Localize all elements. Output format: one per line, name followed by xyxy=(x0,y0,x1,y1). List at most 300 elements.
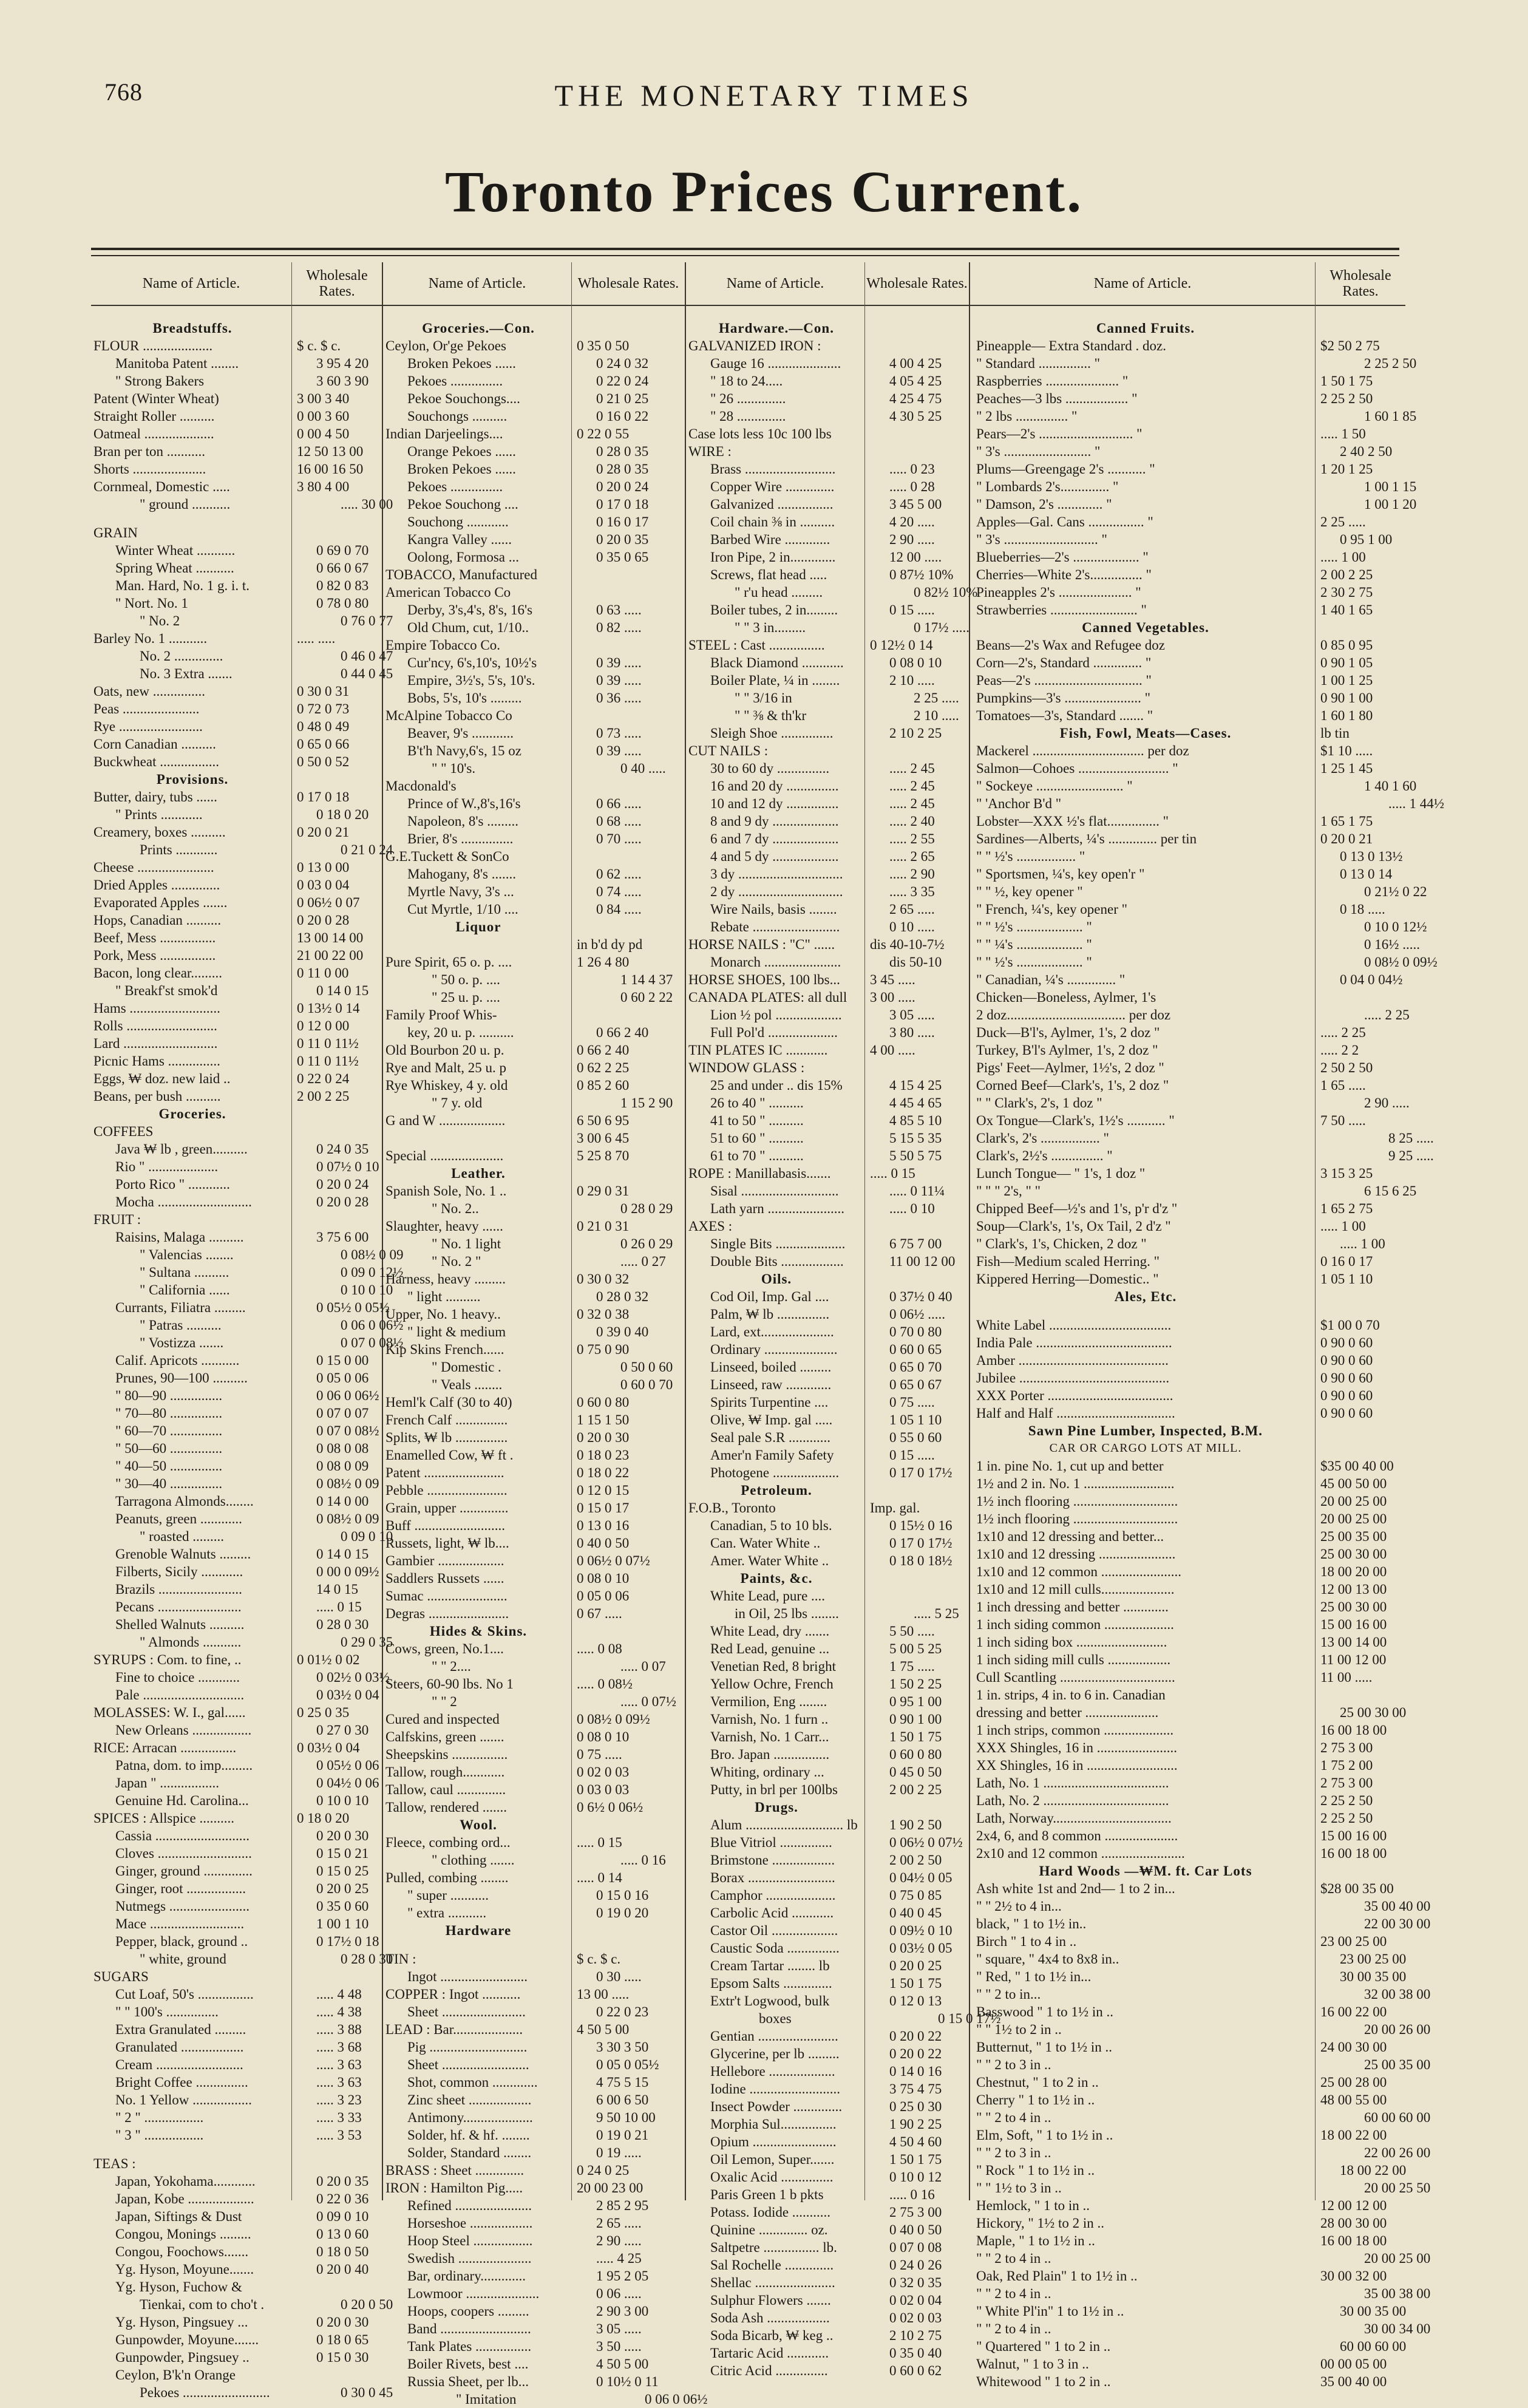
article-name: Gentian ....................... xyxy=(710,2029,838,2044)
article-name: Slaughter, heavy ...... xyxy=(385,1219,503,1234)
wholesale-rate: 0 22 0 24 xyxy=(596,373,649,389)
wholesale-rate: ..... ..... xyxy=(297,631,336,646)
wholesale-rate: 30 00 32 00 xyxy=(1320,2268,1387,2284)
wholesale-rate: 23 00 25 00 xyxy=(1320,1934,1387,1949)
wholesale-rate: ..... 4 48 xyxy=(316,1987,362,2002)
article-name: Tomatoes—3's, Standard ....... " xyxy=(976,708,1153,723)
article-name: Quinine .............. oz. xyxy=(710,2222,828,2237)
wholesale-rate: 0 03½ 0 04 xyxy=(316,1687,379,1702)
article-name: 41 to 50 " .......... xyxy=(710,1113,804,1128)
wholesale-rate: 1 60 1 80 xyxy=(1320,708,1373,723)
article-name: Tallow, rough............ xyxy=(385,1764,505,1780)
article-name: Shellac ....................... xyxy=(710,2275,835,2290)
article-name: Alum ............................ lb xyxy=(710,1817,858,1832)
wholesale-rate: 0 72 0 73 xyxy=(297,701,350,716)
article-name: Rye ........................ xyxy=(93,719,203,734)
article-name: Lath, No. 1 .................................... xyxy=(976,1775,1169,1791)
article-name: LEAD : Bar.................... xyxy=(385,2022,523,2037)
section-heading: Canned Vegetables. xyxy=(1082,620,1209,635)
article-name: Extr't Logwood, bulk xyxy=(710,1993,830,2008)
article-name: Double Bits .................. xyxy=(710,1254,844,1269)
wholesale-rate xyxy=(865,337,969,355)
article-name: Russets, light, ₩ lb.... xyxy=(385,1536,509,1551)
wholesale-rate: 0 06½ ..... xyxy=(889,1307,945,1322)
article-name: Whiting, ordinary ... xyxy=(710,1764,824,1780)
wholesale-rate: $28 00 35 00 xyxy=(1320,1881,1394,1896)
article-name: Barbed Wire ............. xyxy=(710,532,830,547)
wholesale-rate: 0 13½ 0 14 xyxy=(297,1001,360,1016)
spacer xyxy=(383,1939,571,1950)
article-name: " 60—70 ............... xyxy=(115,1423,223,1438)
wholesale-rate: 0 04½ 0 06 xyxy=(316,1775,379,1791)
article-name: " 70—80 ............... xyxy=(115,1406,223,1421)
article-name: Patent (Winter Wheat) xyxy=(93,391,219,406)
wholesale-rate: ..... 3 53 xyxy=(316,2127,362,2143)
wholesale-rate: 0 28 0 30 xyxy=(316,1617,369,1632)
wholesale-rate: 0 18 0 20 xyxy=(297,1811,350,1826)
wholesale-rate: 1 05 1 10 xyxy=(889,1412,942,1427)
wholesale-rate xyxy=(292,1105,382,1123)
article-name: Lard, ext..................... xyxy=(710,1324,834,1339)
wholesale-rate: 0 60 0 70 xyxy=(620,1377,673,1392)
wholesale-rate: 0 73 ..... xyxy=(596,726,642,741)
wholesale-rate xyxy=(572,319,685,337)
wholesale-rate: 0 03½ 0 04 xyxy=(297,1740,360,1755)
wholesale-rate: 0 18 0 23 xyxy=(577,1447,630,1463)
article-name: " " 1½ to 3 in .. xyxy=(976,2180,1062,2195)
wholesale-rate: 0 02 0 03 xyxy=(889,2310,942,2325)
wholesale-rate: 2 40 2 50 xyxy=(1340,444,1393,459)
wholesale-rate: 30 00 34 00 xyxy=(1364,2321,1431,2336)
article-name: " Vostizza ....... xyxy=(140,1335,224,1350)
top-rule-thin xyxy=(91,255,1399,256)
wholesale-rate: 1 05 1 10 xyxy=(1320,1271,1373,1287)
names-column-2 xyxy=(383,262,571,2407)
article-name: Pears—2's ........................... " xyxy=(976,426,1143,441)
wholesale-rate: 4 00 ..... xyxy=(870,1042,915,1058)
article-name: Amer'n Family Safety xyxy=(710,1447,834,1463)
section-heading: Liquor xyxy=(455,919,501,934)
wholesale-rate: ..... 0 08½ xyxy=(577,1676,633,1692)
wholesale-rate: 0 03 0 04 xyxy=(297,877,350,893)
article-name: Broken Pekoes ...... xyxy=(407,461,516,477)
article-name: " 30—40 ............... xyxy=(115,1476,223,1491)
wholesale-rate: 3 45 ..... xyxy=(870,972,915,987)
wholesale-rate: 0 10 ..... xyxy=(889,919,935,934)
rates-column-header: Wholesale Rates. xyxy=(1316,262,1405,306)
wholesale-rate: 0 90 0 60 xyxy=(1320,1335,1373,1350)
wholesale-rate: 5 50 ..... xyxy=(889,1624,935,1639)
article-name: Sheepskins ................ xyxy=(385,1747,508,1762)
wholesale-rate: 4 75 5 15 xyxy=(596,2075,649,2090)
wholesale-rate: 0 22 0 55 xyxy=(577,426,630,441)
spacer xyxy=(970,1305,1315,1316)
wholesale-rate: 35 00 40 00 xyxy=(1320,2374,1387,2389)
article-name: Straight Roller .......... xyxy=(93,409,215,424)
article-name: Sal Rochelle .............. xyxy=(710,2257,834,2273)
wholesale-rate: 0 08½ 0 09 xyxy=(316,1511,379,1526)
article-name: " " ⅜ & th'kr xyxy=(735,708,807,723)
article-name: key, 20 u. p. .......... xyxy=(407,1025,514,1040)
article-name: Hellebore ................... xyxy=(710,2064,835,2079)
wholesale-rate xyxy=(572,636,685,654)
wholesale-rate: 48 00 55 00 xyxy=(1320,2092,1387,2107)
section-heading: Hard Woods —₩M. ft. Car Lots xyxy=(1039,1863,1252,1879)
article-name: Kippered Herring—Domestic.. " xyxy=(976,1271,1159,1287)
wholesale-rate: 0 15 ..... xyxy=(889,602,935,617)
wholesale-rate: ..... 2 90 xyxy=(889,866,935,882)
article-name: Boiler tubes, 2 in......... xyxy=(710,602,838,617)
article-name: Basswood " 1 to 1½ in .. xyxy=(976,2004,1113,2019)
article-name: Ox Tongue—Clark's, 1½'s ........... " xyxy=(976,1113,1175,1128)
wholesale-rate: 5 25 8 70 xyxy=(577,1148,630,1163)
article-name: Sheet ......................... xyxy=(407,2057,529,2072)
article-name: Varnish, No. 1 furn .. xyxy=(710,1712,829,1727)
article-name: " No. 1 light xyxy=(432,1236,501,1251)
wholesale-rate: 2 65 ..... xyxy=(596,2216,642,2231)
article-name: " No. 2 xyxy=(140,613,180,628)
wholesale-rate: 0 06½ 0 07 xyxy=(297,895,360,910)
wholesale-rate: 35 00 40 00 xyxy=(1364,1899,1431,1914)
wholesale-rate: 4 50 5 00 xyxy=(577,2022,630,2037)
wholesale-rate: 0 82 0 83 xyxy=(316,578,369,593)
article-name: 1 inch dressing and better ............. xyxy=(976,1599,1169,1614)
wholesale-rate: 0 17 0 18 xyxy=(297,789,350,804)
article-name: Carbolic Acid ............ xyxy=(710,1905,834,1920)
article-name: " 3 " ................. xyxy=(115,2127,204,2143)
wholesale-rate: 1 00 1 15 xyxy=(1364,479,1417,494)
wholesale-rate: 0 65 0 67 xyxy=(889,1377,942,1392)
wholesale-rate: dis 40-10-7½ xyxy=(870,937,945,952)
wholesale-rate: 0 09 0 10 xyxy=(341,1529,393,1544)
article-name: India Pale ....................................... xyxy=(976,1335,1172,1350)
article-name: Cur'ncy, 6's,10's, 10½'s xyxy=(407,655,537,670)
article-name: Blue Vitriol ............... xyxy=(710,1835,832,1850)
article-name: Shot, common ............. xyxy=(407,2075,538,2090)
wholesale-rate xyxy=(1316,988,1405,1006)
wholesale-rate xyxy=(1316,1862,1405,1880)
article-name: Soda Ash .................. xyxy=(710,2310,830,2325)
wholesale-rate: 0 35 0 40 xyxy=(889,2345,942,2361)
article-name: Tarragona Almonds........ xyxy=(115,1494,254,1509)
article-name: Bacon, long clear......... xyxy=(93,965,223,981)
wholesale-rate: 0 10 0 12½ xyxy=(1364,919,1427,934)
article-name: Prince of W.,8's,16's xyxy=(407,796,521,811)
article-name: Cassia ........................... xyxy=(115,1828,250,1843)
article-name: XXX Porter .................................... xyxy=(976,1388,1173,1403)
article-name: SUGARS xyxy=(93,1969,149,1984)
wholesale-rate: 6 00 6 50 xyxy=(596,2092,649,2107)
article-name: " Valencias ........ xyxy=(140,1247,234,1262)
article-name: Whitewood " 1 to 2 in .. xyxy=(976,2374,1111,2389)
wholesale-rate: 0 21 0 25 xyxy=(596,391,649,406)
wholesale-rate: 0 20 0 22 xyxy=(889,2029,942,2044)
article-name: Empire Tobacco Co. xyxy=(385,638,500,653)
wholesale-rate: $1 00 0 70 xyxy=(1320,1318,1380,1333)
section-heading: Leather. xyxy=(451,1166,506,1181)
wholesale-rate: 1 50 2 25 xyxy=(889,1676,942,1692)
article-name: Pekoe Souchongs.... xyxy=(407,391,520,406)
article-name: Coil chain ⅜ in .......... xyxy=(710,514,835,529)
article-name: Splits, ₩ lb ............... xyxy=(385,1430,508,1445)
article-name: Extra Granulated ......... xyxy=(115,2022,246,2037)
wholesale-rate: 1 65 2 75 xyxy=(1320,1201,1373,1216)
rates-column-3 xyxy=(864,262,1001,2378)
wholesale-rate: 2 00 2 25 xyxy=(889,1782,942,1797)
wholesale-rate: 0 63 ..... xyxy=(596,602,642,617)
article-name: " Prints ............ xyxy=(115,807,203,822)
wholesale-rate: 0 48 0 49 xyxy=(297,719,350,734)
wholesale-rate: 2 75 3 00 xyxy=(1320,1740,1373,1755)
article-name: " " ½'s ................... " xyxy=(976,919,1092,934)
article-name: Half and Half .................................. xyxy=(976,1406,1175,1421)
article-name: Case lots less 10c 100 lbs xyxy=(688,426,832,441)
article-name: Peas ...................... xyxy=(93,701,200,716)
article-name: Raisins, Malaga .......... xyxy=(115,1230,244,1245)
article-name: Japan, Siftings & Dust xyxy=(115,2209,242,2224)
article-name: Sardines—Alberts, ¼'s .............. per tin xyxy=(976,831,1197,846)
article-name: Buckwheat ................. xyxy=(93,754,219,769)
wholesale-rate: ..... 2 55 xyxy=(889,831,935,846)
wholesale-rate: ..... 2 45 xyxy=(889,796,935,811)
spacer xyxy=(572,1939,685,1950)
article-name: " " 3 in......... xyxy=(735,620,806,635)
wholesale-rate: 0 16 0 22 xyxy=(596,409,649,424)
article-name: " Lombards 2's.............. " xyxy=(976,479,1119,494)
article-name: Soda Bicarb, ₩ keg .. xyxy=(710,2328,834,2343)
article-name: Oil Lemon, Super....... xyxy=(710,2152,835,2167)
article-name: 16 and 20 dy ............... xyxy=(710,778,839,794)
article-name: Antimony.................... xyxy=(407,2110,533,2125)
wholesale-rate: ..... 0 07 xyxy=(620,1659,666,1674)
wholesale-rate: 0 07 0 08½ xyxy=(341,1335,404,1350)
article-name: " Clark's, 1's, Chicken, 2 doz " xyxy=(976,1236,1147,1251)
wholesale-rate: ..... 2 45 xyxy=(889,761,935,776)
wholesale-rate: 0 08 0 10 xyxy=(577,1729,630,1744)
article-name: Cut Myrtle, 1/10 .... xyxy=(407,902,518,917)
article-name: 2x4, 6, and 8 common ..................... xyxy=(976,1828,1178,1843)
wholesale-rate: 20 00 25 50 xyxy=(1364,2180,1431,2195)
article-name: Prunes, 90—100 .......... xyxy=(115,1370,248,1386)
subsection-heading: CAR OR CARGO LOTS AT MILL. xyxy=(1049,1441,1242,1455)
article-name: 1 inch strips, common .................... xyxy=(976,1723,1174,1738)
article-name: Sleigh Shoe ............... xyxy=(710,726,834,741)
wholesale-rate: 1 75 2 00 xyxy=(1320,1758,1373,1773)
wholesale-rate xyxy=(292,2155,382,2172)
wholesale-rate: 0 69 0 70 xyxy=(316,543,369,558)
wholesale-rate: 2 65 ..... xyxy=(889,902,935,917)
article-name: RICE: Arracan ................ xyxy=(93,1740,237,1755)
wholesale-rate: 0 45 0 50 xyxy=(889,1764,942,1780)
wholesale-rate: 0 75 ..... xyxy=(577,1747,622,1762)
wholesale-rate: 0 20 0 25 xyxy=(316,1881,369,1896)
article-name: Mocha ........................... xyxy=(115,1194,252,1209)
wholesale-rate: ..... 2 45 xyxy=(889,778,935,794)
article-name: CUT NAILS : xyxy=(688,743,769,758)
article-name: Enamelled Cow, ₩ ft . xyxy=(385,1447,514,1463)
article-name: Nutmegs ....................... xyxy=(115,1899,250,1914)
article-name: Hemlock, " 1 to in .. xyxy=(976,2198,1090,2213)
article-name: American Tobacco Co xyxy=(385,585,511,600)
wholesale-rate: 1 00 1 10 xyxy=(316,1916,369,1931)
wholesale-rate: 20 00 25 00 xyxy=(1320,1511,1387,1526)
wholesale-rate: 0 17½ 0 18 xyxy=(316,1934,379,1949)
wholesale-rate: 0 21 0 31 xyxy=(577,1219,630,1234)
wholesale-rate: 11 00 ..... xyxy=(1320,1670,1373,1685)
wholesale-rate: 0 18 0 65 xyxy=(316,2332,369,2347)
wholesale-rate: 0 18 0 22 xyxy=(577,1465,630,1480)
wholesale-rate: 0 05 0 06 xyxy=(577,1588,630,1604)
article-name: Pure Spirit, 65 o. p. .... xyxy=(385,954,512,970)
article-name: Cheese ...................... xyxy=(93,860,214,875)
wholesale-rate: 0 20 0 30 xyxy=(316,2314,369,2330)
wholesale-rate: 0 32 0 35 xyxy=(889,2275,942,2290)
article-name: COPPER : Ingot ........... xyxy=(385,1987,521,2002)
wholesale-rate: ..... 3 88 xyxy=(316,2022,362,2037)
article-name: Brazils ........................ xyxy=(115,1582,242,1597)
wholesale-rate: 0 19 ..... xyxy=(596,2145,642,2160)
article-name: Bright Coffee ............... xyxy=(115,2075,248,2090)
wholesale-rate xyxy=(292,770,382,788)
article-name: " No. 2.. xyxy=(432,1201,479,1216)
wholesale-rate: 28 00 30 00 xyxy=(1320,2216,1387,2231)
wholesale-rate: 0 28 0 29 xyxy=(620,1201,673,1216)
article-name: 1x10 and 12 dressing and better... xyxy=(976,1529,1164,1544)
article-name: Yg. Hyson, Fuchow & xyxy=(115,2279,242,2294)
article-name: No. 2 .............. xyxy=(140,648,223,664)
section-heading: Groceries.—Con. xyxy=(422,321,535,336)
wholesale-rate: 0 60 0 62 xyxy=(889,2363,942,2378)
article-name: Calif. Apricots ........... xyxy=(115,1353,240,1368)
section-heading: Paints, &c. xyxy=(740,1571,813,1586)
column-group-3 xyxy=(685,262,1001,2378)
article-name: AXES : xyxy=(688,1219,733,1234)
article-name: Plums—Greengage 2's ........... " xyxy=(976,461,1155,477)
wholesale-rate: 0 26 0 29 xyxy=(620,1236,673,1251)
article-name: Zinc sheet .................. xyxy=(407,2092,532,2107)
wholesale-rate: ..... 30 00 xyxy=(341,497,393,512)
wholesale-rate: 8 25 ..... xyxy=(1388,1131,1434,1146)
wholesale-rate xyxy=(865,1217,969,1235)
wholesale-rate: 0 28 0 32 xyxy=(596,1289,649,1304)
article-name: McAlpine Tobacco Co xyxy=(385,708,512,723)
article-name: " light & medium xyxy=(407,1324,506,1339)
article-name: Buff .......................... xyxy=(385,1518,505,1533)
article-name: " California ...... xyxy=(140,1282,230,1298)
article-name: Bobs, 5's, 10's ......... xyxy=(407,690,522,706)
wholesale-rate: 9 25 ..... xyxy=(1388,1148,1434,1163)
wholesale-rate: 32 00 38 00 xyxy=(1364,1987,1431,2002)
wholesale-rate: 0 04½ 0 05 xyxy=(889,1870,952,1885)
article-name: Beans—2's Wax and Refugee doz xyxy=(976,638,1166,653)
section-heading: Canned Fruits. xyxy=(1096,321,1195,336)
article-name: Blueberries—2's ................... " xyxy=(976,549,1149,565)
article-name: Rebate ......................... xyxy=(710,919,840,934)
wholesale-rate xyxy=(292,2278,382,2296)
wholesale-rate: 0 17 0 17½ xyxy=(889,1465,952,1480)
wholesale-rate xyxy=(865,1587,969,1605)
article-name: Tallow, caul .............. xyxy=(385,1782,506,1797)
article-name: Lunch Tongue— " 1's, 1 doz " xyxy=(976,1166,1146,1181)
wholesale-rate: 0 14 0 16 xyxy=(889,2064,942,2079)
wholesale-rate: ..... 0 14 xyxy=(577,1870,622,1885)
article-name: Iron Pipe, 2 in............. xyxy=(710,549,836,565)
wholesale-rate: 0 20 0 22 xyxy=(889,2046,942,2061)
page-number: 768 xyxy=(104,78,143,106)
article-name: IRON : Hamilton Pig..... xyxy=(385,2180,523,2195)
wholesale-rate: 0 17½ ..... xyxy=(914,620,969,635)
wholesale-rate: 3 75 4 75 xyxy=(889,2081,942,2097)
wholesale-rate: 0 15 0 00 xyxy=(316,1353,369,1368)
article-name: TIN : xyxy=(385,1951,416,1967)
article-name: Oatmeal .................... xyxy=(93,426,214,441)
wholesale-rate: 0 08 0 08 xyxy=(316,1441,369,1456)
article-name: Red Lead, genuine ... xyxy=(710,1641,830,1656)
article-name: Congou, Foochows....... xyxy=(115,2244,249,2259)
article-name: " " " 2's, " " xyxy=(976,1183,1041,1199)
wholesale-rate: ..... 3 33 xyxy=(316,2110,362,2125)
wholesale-rate: 3 75 6 00 xyxy=(316,1230,369,1245)
wholesale-rate: 0 15½ 0 16 xyxy=(889,1518,952,1533)
article-name: Hoop Steel ................. xyxy=(407,2233,533,2248)
article-name: XXX Shingles, 16 in ....................... xyxy=(976,1740,1177,1755)
article-name: " white, ground xyxy=(140,1951,226,1967)
wholesale-rate: 1 14 4 37 xyxy=(620,972,673,987)
article-name: " White Pl'in" 1 to 1½ in .. xyxy=(976,2304,1124,2319)
wholesale-rate: 0 01½ 0 02 xyxy=(297,1652,360,1667)
article-name: Pale ............................. xyxy=(115,1687,245,1702)
article-name: Upper, No. 1 heavy.. xyxy=(385,1307,501,1322)
wholesale-rate: 6 15 6 25 xyxy=(1364,1183,1417,1199)
wholesale-rate: 0 12½ 0 14 xyxy=(870,638,933,653)
article-name: Myrtle Navy, 3's ... xyxy=(407,884,514,899)
wholesale-rate: 0 39 ..... xyxy=(596,743,642,758)
wholesale-rate: ..... 0 23 xyxy=(889,461,935,477)
article-name: Peas—2's ............................... " xyxy=(976,673,1152,688)
wholesale-rate xyxy=(572,566,685,583)
wholesale-rate: 0 05½ 0 05½ xyxy=(316,1300,390,1315)
article-name: COFFEES xyxy=(93,1124,154,1139)
article-name: Seal pale S.R ............ xyxy=(710,1430,831,1445)
article-name: Napoleon, 8's ......... xyxy=(407,814,519,829)
article-name: Boiler Plate, ¼ in ........ xyxy=(710,673,840,688)
wholesale-rate: 25 00 30 00 xyxy=(1320,1546,1387,1562)
article-name: Empire, 3½'s, 5's, 10's. xyxy=(407,673,535,688)
wholesale-rate: 0 13 0 16 xyxy=(577,1518,630,1533)
wholesale-rate: 0 44 0 45 xyxy=(341,666,393,681)
wholesale-rate: 0 15 0 17½ xyxy=(938,2011,1001,2026)
article-name: " " 2½ to 4 in... xyxy=(976,1899,1062,1914)
article-name: Ceylon, Or'ge Pekoes xyxy=(385,338,506,353)
wholesale-rate: $1 10 ..... xyxy=(1320,743,1373,758)
wholesale-rate: 4 50 4 60 xyxy=(889,2134,942,2149)
article-name: Old Bourbon 20 u. p. xyxy=(385,1042,504,1058)
wholesale-rate: 16 00 18 00 xyxy=(1320,2233,1387,2248)
wholesale-rate: ..... 4 38 xyxy=(316,2004,362,2019)
article-name: Yg. Hyson, Moyune....... xyxy=(115,2262,254,2277)
wholesale-rate xyxy=(1316,1686,1405,1704)
wholesale-rate: 0 90 0 60 xyxy=(1320,1370,1373,1386)
article-name: Japan, Yokohama............ xyxy=(115,2174,256,2189)
wholesale-rate: 0 40 0 50 xyxy=(889,2222,942,2237)
article-name: Gauge 16 ..................... xyxy=(710,356,841,371)
wholesale-rate: 0 35 0 65 xyxy=(596,549,649,565)
wholesale-rate: 0 21½ 0 22 xyxy=(1364,884,1427,899)
wholesale-rate: 0 15 ..... xyxy=(889,1447,935,1463)
wholesale-rate: ..... 0 16 xyxy=(889,2187,935,2202)
article-name: White Lead, dry ....... xyxy=(710,1624,830,1639)
section-heading: Hides & Skins. xyxy=(429,1624,528,1639)
